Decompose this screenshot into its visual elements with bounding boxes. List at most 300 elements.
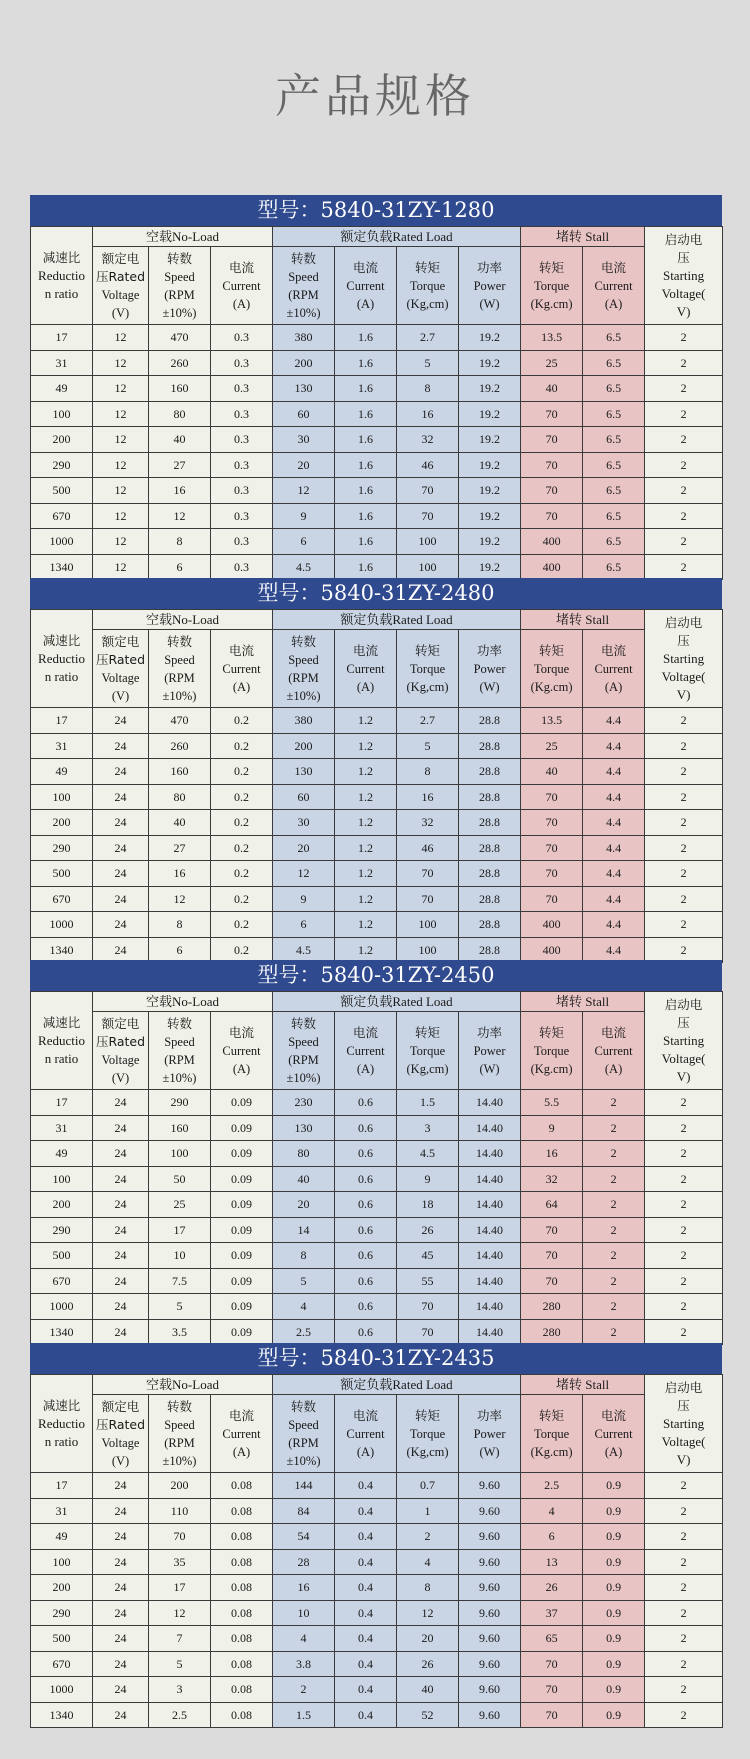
header-line: 功率 — [477, 259, 503, 275]
header-line: V) — [676, 303, 691, 319]
cell-rated-voltage: 24 — [93, 1600, 149, 1626]
header-line: (RPM — [164, 670, 195, 685]
cell-noload-speed: 17 — [149, 1217, 211, 1243]
header-line: Voltage — [101, 670, 140, 685]
header-stall-current — [583, 630, 645, 708]
header-rated-speed — [273, 630, 335, 708]
cell-rated-torque: 32 — [397, 427, 459, 453]
cell-stall-current: 2 — [583, 1192, 645, 1218]
header-line: (RPM — [288, 1052, 319, 1067]
cell-rated-voltage: 24 — [93, 1319, 149, 1345]
cell-noload-current: 0.08 — [211, 1473, 273, 1499]
header-line: Speed — [164, 269, 195, 284]
header-line: (A) — [356, 296, 375, 311]
header-line: Voltage — [101, 1052, 140, 1067]
header-line: Speed — [164, 1034, 195, 1049]
header-line: 额定电 — [101, 250, 140, 266]
cell-rated-voltage: 24 — [93, 708, 149, 734]
cell-stall-torque: 25 — [521, 350, 583, 376]
header-noload-speed — [149, 247, 211, 325]
cell-rated-power: 28.8 — [459, 937, 521, 963]
header-line: 转数 — [166, 1015, 192, 1031]
header-rated-speed — [273, 1395, 335, 1473]
header-ratio — [31, 227, 93, 325]
cell-noload-current: 0.08 — [211, 1702, 273, 1728]
cell-stall-current: 6.5 — [583, 554, 645, 580]
cell-noload-current: 0.2 — [211, 759, 273, 785]
table-row — [31, 554, 723, 580]
cell-stall-torque: 16 — [521, 1141, 583, 1167]
cell-noload-current: 0.3 — [211, 401, 273, 427]
header-line: (A) — [356, 1444, 375, 1459]
header-line: 启动电 — [664, 996, 703, 1012]
header-line: 电流 — [353, 259, 379, 275]
cell-stall-torque: 70 — [521, 401, 583, 427]
cell-rated-torque: 2.7 — [397, 708, 459, 734]
cell-rated-current: 0.6 — [335, 1192, 397, 1218]
header-line: ±10%) — [162, 688, 197, 703]
cell-noload-current: 0.2 — [211, 937, 273, 963]
header-line: (Kg,cm) — [406, 679, 449, 694]
cell-stall-torque: 13.5 — [521, 325, 583, 351]
group-header-row — [31, 1375, 723, 1395]
cell-ratio: 17 — [31, 325, 93, 351]
cell-noload-speed: 80 — [149, 784, 211, 810]
header-line: 转矩 — [539, 1407, 565, 1423]
cell-stall-current: 0.9 — [583, 1549, 645, 1575]
cell-noload-current: 0.3 — [211, 325, 273, 351]
header-line: 压 — [677, 632, 690, 648]
header-line: 压Rated — [95, 651, 146, 667]
table-row — [31, 912, 723, 938]
header-line: Starting — [662, 650, 705, 666]
table-row — [31, 1677, 723, 1703]
cell-rated-power: 14.40 — [459, 1319, 521, 1345]
cell-noload-speed: 100 — [149, 1141, 211, 1167]
cell-noload-current: 0.08 — [211, 1549, 273, 1575]
cell-ratio: 500 — [31, 1243, 93, 1269]
header-line: Current — [222, 1043, 261, 1058]
cell-rated-torque: 0.7 — [397, 1473, 459, 1499]
cell-rated-power: 14.40 — [459, 1090, 521, 1116]
cell-noload-current: 0.08 — [211, 1677, 273, 1703]
header-line: 电流 — [601, 1024, 627, 1040]
table-row — [31, 835, 723, 861]
cell-rated-current: 0.4 — [335, 1651, 397, 1677]
cell-rated-current: 0.6 — [335, 1090, 397, 1116]
cell-ratio: 49 — [31, 376, 93, 402]
header-line: Power — [473, 1043, 506, 1058]
cell-rated-power: 14.40 — [459, 1166, 521, 1192]
cell-noload-speed: 25 — [149, 1192, 211, 1218]
cell-ratio: 31 — [31, 1498, 93, 1524]
cell-noload-current: 0.2 — [211, 886, 273, 912]
cell-rated-current: 1.6 — [335, 427, 397, 453]
cell-noload-speed: 6 — [149, 554, 211, 580]
header-line: Voltage — [101, 1435, 140, 1450]
cell-starting-voltage: 2 — [645, 733, 723, 759]
header-noload-speed — [149, 1395, 211, 1473]
cell-rated-speed: 8 — [273, 1243, 335, 1269]
cell-noload-current: 0.09 — [211, 1217, 273, 1243]
cell-rated-torque: 70 — [397, 1319, 459, 1345]
cell-noload-current: 0.09 — [211, 1243, 273, 1269]
cell-rated-speed: 20 — [273, 1192, 335, 1218]
header-line: ±10%) — [286, 1453, 321, 1468]
header-line: (A) — [604, 296, 623, 311]
cell-rated-current: 1.6 — [335, 554, 397, 580]
cell-noload-current: 0.08 — [211, 1626, 273, 1652]
cell-stall-torque: 64 — [521, 1192, 583, 1218]
cell-stall-current: 6.5 — [583, 427, 645, 453]
header-line: 启动电 — [664, 1379, 703, 1395]
cell-stall-torque: 280 — [521, 1294, 583, 1320]
table-row — [31, 529, 723, 555]
cell-rated-voltage: 24 — [93, 759, 149, 785]
header-line: 电流 — [353, 1407, 379, 1423]
header-line: Power — [473, 1426, 506, 1441]
header-line: Speed — [288, 269, 319, 284]
table-row — [31, 886, 723, 912]
header-line: (RPM — [288, 1435, 319, 1450]
header-line: Torque — [533, 1426, 570, 1441]
cell-ratio: 200 — [31, 1575, 93, 1601]
header-starting-voltage — [645, 992, 723, 1090]
header-line: 功率 — [477, 1407, 503, 1423]
header-line: 电流 — [601, 642, 627, 658]
cell-starting-voltage: 2 — [645, 1141, 723, 1167]
header-line: (Kg,cm) — [406, 1061, 449, 1076]
header-line: (Kg.cm) — [530, 296, 573, 311]
cell-stall-torque: 40 — [521, 376, 583, 402]
header-line: Current — [346, 1426, 385, 1441]
cell-ratio: 100 — [31, 1166, 93, 1192]
cell-noload-current: 0.08 — [211, 1600, 273, 1626]
cell-noload-speed: 110 — [149, 1498, 211, 1524]
cell-rated-voltage: 24 — [93, 1115, 149, 1141]
cell-rated-speed: 60 — [273, 401, 335, 427]
header-line: n ratio — [44, 1050, 79, 1066]
cell-rated-power: 9.60 — [459, 1702, 521, 1728]
cell-rated-torque: 46 — [397, 452, 459, 478]
cell-ratio: 1340 — [31, 1319, 93, 1345]
cell-rated-voltage: 24 — [93, 1651, 149, 1677]
cell-starting-voltage: 2 — [645, 325, 723, 351]
cell-noload-speed: 70 — [149, 1524, 211, 1550]
header-line: Starting — [662, 267, 705, 283]
header-line: Torque — [409, 1426, 446, 1441]
cell-noload-current: 0.2 — [211, 912, 273, 938]
header-line: Torque — [409, 661, 446, 676]
cell-ratio: 1340 — [31, 1702, 93, 1728]
cell-starting-voltage: 2 — [645, 1243, 723, 1269]
cell-stall-current: 6.5 — [583, 529, 645, 555]
cell-rated-voltage: 12 — [93, 478, 149, 504]
cell-starting-voltage: 2 — [645, 937, 723, 963]
cell-stall-torque: 70 — [521, 1677, 583, 1703]
cell-noload-speed: 470 — [149, 325, 211, 351]
cell-rated-speed: 200 — [273, 350, 335, 376]
cell-stall-torque: 400 — [521, 937, 583, 963]
header-line: Torque — [409, 1043, 446, 1058]
header-line: Voltage( — [661, 1050, 706, 1066]
cell-stall-current: 4.4 — [583, 759, 645, 785]
cell-stall-torque: 2.5 — [521, 1473, 583, 1499]
header-line: Current — [346, 661, 385, 676]
table-row — [31, 733, 723, 759]
header-line: 转矩 — [539, 259, 565, 275]
cell-rated-speed: 12 — [273, 861, 335, 887]
table-row — [31, 1090, 723, 1116]
cell-rated-power: 9.60 — [459, 1677, 521, 1703]
cell-noload-speed: 50 — [149, 1166, 211, 1192]
header-line: Reductio — [38, 1415, 85, 1431]
cell-noload-speed: 12 — [149, 1600, 211, 1626]
header-stall-torque — [521, 1395, 583, 1473]
cell-starting-voltage: 2 — [645, 503, 723, 529]
cell-rated-torque: 70 — [397, 861, 459, 887]
table-row — [31, 1651, 723, 1677]
header-line: 转数 — [291, 633, 317, 649]
spec-table — [30, 1374, 723, 1728]
cell-stall-torque: 400 — [521, 554, 583, 580]
header-line: V) — [676, 1451, 691, 1467]
cell-rated-torque: 8 — [397, 376, 459, 402]
cell-starting-voltage: 2 — [645, 861, 723, 887]
cell-ratio: 1340 — [31, 937, 93, 963]
table-row — [31, 1319, 723, 1345]
table-row — [31, 427, 723, 453]
header-group-stall: 堵转 Stall — [521, 992, 645, 1012]
header-line: Speed — [164, 1417, 195, 1432]
cell-ratio: 290 — [31, 1217, 93, 1243]
cell-rated-speed: 10 — [273, 1600, 335, 1626]
header-line: 功率 — [477, 642, 503, 658]
header-starting-voltage — [645, 227, 723, 325]
cell-rated-speed: 6 — [273, 529, 335, 555]
sub-header-row — [31, 1012, 723, 1090]
header-line: 电流 — [229, 259, 255, 275]
cell-rated-speed: 80 — [273, 1141, 335, 1167]
spec-table — [30, 226, 723, 580]
cell-rated-power: 28.8 — [459, 912, 521, 938]
header-line: 电流 — [229, 1407, 255, 1423]
cell-rated-voltage: 12 — [93, 452, 149, 478]
cell-ratio: 31 — [31, 1115, 93, 1141]
table-row — [31, 1498, 723, 1524]
cell-noload-speed: 8 — [149, 912, 211, 938]
header-line: ±10%) — [162, 305, 197, 320]
cell-stall-torque: 26 — [521, 1575, 583, 1601]
cell-rated-power: 28.8 — [459, 708, 521, 734]
cell-starting-voltage: 2 — [645, 1473, 723, 1499]
header-line: (Kg,cm) — [406, 296, 449, 311]
cell-rated-speed: 230 — [273, 1090, 335, 1116]
cell-ratio: 670 — [31, 886, 93, 912]
cell-stall-torque: 70 — [521, 478, 583, 504]
cell-rated-speed: 130 — [273, 759, 335, 785]
header-line: Speed — [288, 1417, 319, 1432]
model-title: 型号：5840-31ZY-2480 — [30, 578, 722, 609]
header-line: 转矩 — [415, 642, 441, 658]
header-line: 减速比 — [42, 1014, 81, 1030]
header-line: (Kg.cm) — [530, 1444, 573, 1459]
cell-stall-torque: 400 — [521, 912, 583, 938]
header-line: Torque — [533, 661, 570, 676]
header-line: 压Rated — [95, 1033, 146, 1049]
cell-rated-torque: 18 — [397, 1192, 459, 1218]
table-row — [31, 1192, 723, 1218]
header-starting-voltage — [645, 1375, 723, 1473]
cell-rated-power: 14.40 — [459, 1294, 521, 1320]
cell-rated-torque: 32 — [397, 810, 459, 836]
cell-rated-power: 28.8 — [459, 861, 521, 887]
cell-stall-torque: 13 — [521, 1549, 583, 1575]
cell-noload-current: 0.09 — [211, 1141, 273, 1167]
header-rated-voltage — [93, 247, 149, 325]
header-line: (W) — [479, 1061, 500, 1076]
header-line: Starting — [662, 1415, 705, 1431]
cell-stall-torque: 70 — [521, 810, 583, 836]
header-ratio — [31, 1375, 93, 1473]
table-row — [31, 325, 723, 351]
cell-rated-voltage: 24 — [93, 1243, 149, 1269]
header-noload-current — [211, 1395, 273, 1473]
cell-starting-voltage: 2 — [645, 478, 723, 504]
cell-ratio: 49 — [31, 1524, 93, 1550]
cell-noload-current: 0.3 — [211, 427, 273, 453]
cell-rated-voltage: 24 — [93, 886, 149, 912]
cell-rated-speed: 380 — [273, 708, 335, 734]
header-line: (W) — [479, 1444, 500, 1459]
table-row — [31, 1141, 723, 1167]
header-line: (A) — [604, 1444, 623, 1459]
cell-stall-current: 2 — [583, 1217, 645, 1243]
cell-rated-voltage: 12 — [93, 503, 149, 529]
header-group-rated: 额定负载Rated Load — [273, 227, 521, 247]
header-line: 转数 — [166, 1398, 192, 1414]
cell-rated-power: 28.8 — [459, 759, 521, 785]
table-row — [31, 1575, 723, 1601]
header-line: ±10%) — [162, 1070, 197, 1085]
header-line: 转矩 — [539, 1024, 565, 1040]
header-line: (Kg.cm) — [530, 1061, 573, 1076]
cell-ratio: 1340 — [31, 554, 93, 580]
header-line: (A) — [232, 679, 251, 694]
header-line: Current — [594, 1426, 633, 1441]
cell-rated-speed: 40 — [273, 1166, 335, 1192]
cell-rated-torque: 26 — [397, 1217, 459, 1243]
cell-rated-current: 0.4 — [335, 1524, 397, 1550]
header-line: (A) — [356, 679, 375, 694]
cell-rated-voltage: 24 — [93, 784, 149, 810]
cell-stall-torque: 13.5 — [521, 708, 583, 734]
cell-noload-speed: 12 — [149, 503, 211, 529]
cell-rated-torque: 26 — [397, 1651, 459, 1677]
cell-noload-current: 0.09 — [211, 1192, 273, 1218]
cell-noload-current: 0.09 — [211, 1166, 273, 1192]
cell-rated-power: 28.8 — [459, 886, 521, 912]
table-row — [31, 1626, 723, 1652]
cell-stall-current: 0.9 — [583, 1651, 645, 1677]
cell-ratio: 17 — [31, 1473, 93, 1499]
cell-stall-current: 4.4 — [583, 784, 645, 810]
header-group-noload: 空载No-Load — [93, 227, 273, 247]
cell-rated-power: 19.2 — [459, 503, 521, 529]
cell-rated-speed: 6 — [273, 912, 335, 938]
cell-noload-speed: 16 — [149, 861, 211, 887]
cell-rated-current: 1.2 — [335, 733, 397, 759]
header-line: 转矩 — [415, 259, 441, 275]
cell-stall-current: 4.4 — [583, 810, 645, 836]
cell-rated-current: 1.2 — [335, 886, 397, 912]
header-rated-power — [459, 1395, 521, 1473]
cell-rated-torque: 100 — [397, 529, 459, 555]
header-rated-speed — [273, 1012, 335, 1090]
cell-rated-power: 19.2 — [459, 554, 521, 580]
header-stall-torque — [521, 247, 583, 325]
cell-rated-current: 0.4 — [335, 1549, 397, 1575]
header-noload-speed — [149, 630, 211, 708]
header-line: (W) — [479, 679, 500, 694]
cell-stall-torque: 25 — [521, 733, 583, 759]
cell-rated-torque: 9 — [397, 1166, 459, 1192]
header-line: Voltage — [101, 287, 140, 302]
cell-stall-current: 2 — [583, 1243, 645, 1269]
header-line: (RPM — [288, 287, 319, 302]
table-row — [31, 1217, 723, 1243]
header-group-rated: 额定负载Rated Load — [273, 1375, 521, 1395]
header-line: Reductio — [38, 1032, 85, 1048]
cell-rated-torque: 46 — [397, 835, 459, 861]
cell-rated-speed: 5 — [273, 1268, 335, 1294]
cell-noload-speed: 27 — [149, 452, 211, 478]
cell-stall-current: 4.4 — [583, 886, 645, 912]
cell-rated-power: 9.60 — [459, 1473, 521, 1499]
header-line: 转数 — [166, 633, 192, 649]
header-group-stall: 堵转 Stall — [521, 227, 645, 247]
table-row — [31, 1702, 723, 1728]
cell-starting-voltage: 2 — [645, 1702, 723, 1728]
cell-rated-power: 9.60 — [459, 1498, 521, 1524]
header-line: 转矩 — [539, 642, 565, 658]
cell-rated-voltage: 12 — [93, 401, 149, 427]
cell-noload-speed: 160 — [149, 376, 211, 402]
sub-header-row — [31, 1395, 723, 1473]
header-group-rated: 额定负载Rated Load — [273, 992, 521, 1012]
cell-noload-current: 0.3 — [211, 554, 273, 580]
cell-rated-power: 28.8 — [459, 784, 521, 810]
cell-stall-current: 4.4 — [583, 912, 645, 938]
cell-rated-voltage: 24 — [93, 1294, 149, 1320]
header-line: 转数 — [291, 1398, 317, 1414]
cell-rated-current: 1.6 — [335, 376, 397, 402]
cell-stall-torque: 70 — [521, 452, 583, 478]
header-line: (A) — [232, 1444, 251, 1459]
cell-ratio: 17 — [31, 708, 93, 734]
cell-rated-voltage: 24 — [93, 1217, 149, 1243]
cell-stall-torque: 65 — [521, 1626, 583, 1652]
cell-rated-power: 14.40 — [459, 1243, 521, 1269]
cell-noload-current: 0.2 — [211, 810, 273, 836]
cell-rated-power: 19.2 — [459, 401, 521, 427]
sub-header-row — [31, 630, 723, 708]
header-rated-voltage — [93, 1395, 149, 1473]
table-row — [31, 759, 723, 785]
cell-ratio: 290 — [31, 1600, 93, 1626]
cell-rated-speed: 20 — [273, 835, 335, 861]
cell-rated-power: 14.40 — [459, 1115, 521, 1141]
